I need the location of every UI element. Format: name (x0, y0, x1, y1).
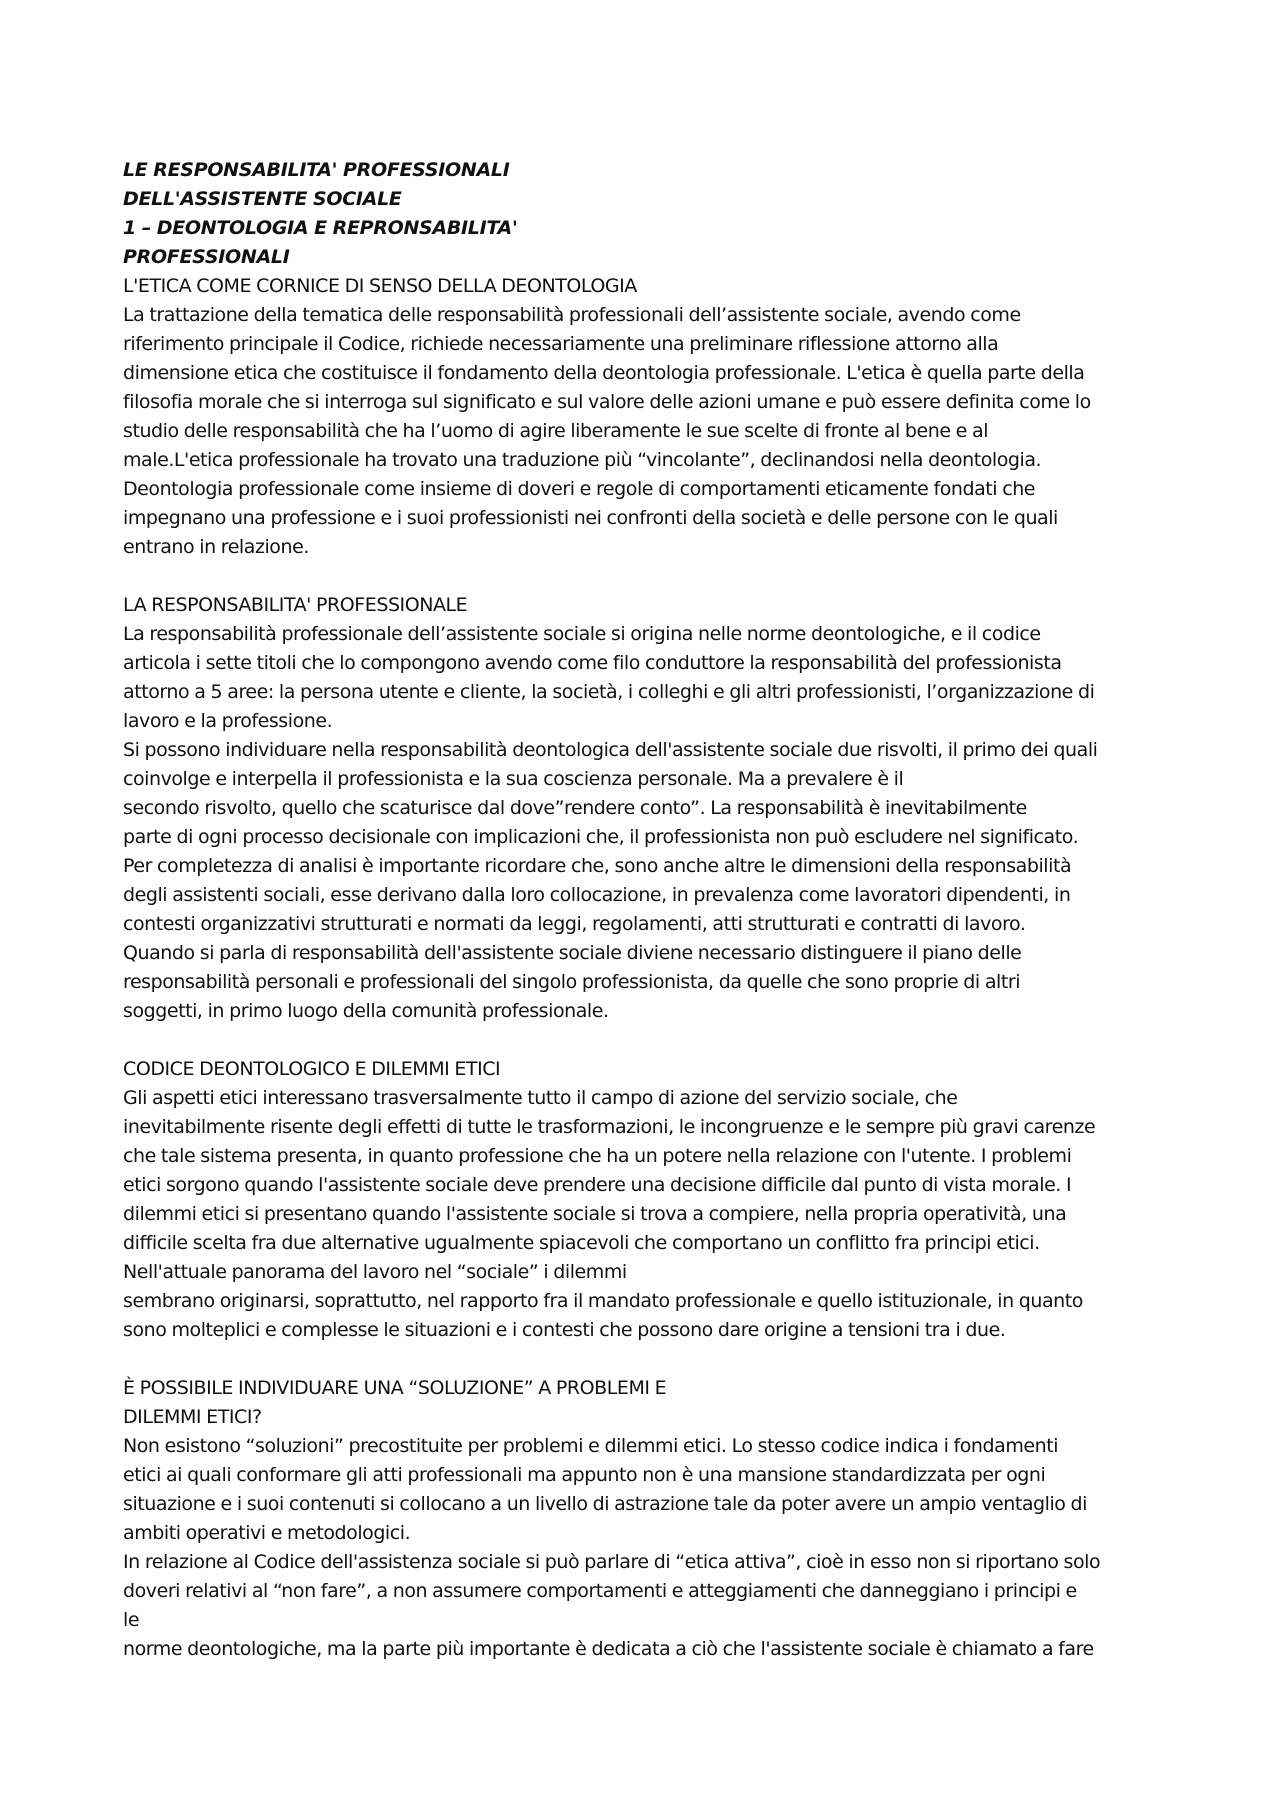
document-title (123, 156, 1173, 272)
paragraph-line: male.L'etica professionale ha trovato una traduzione più “vincolante”, declinandosi nella deontologia. (123, 449, 1042, 471)
paragraph-line: riferimento principale il Codice, richiede necessariamente una preliminare riflessione attorno alla (123, 333, 999, 355)
paragraph-line: La trattazione della tematica delle responsabilità professionali dell’assistente sociale, avendo come (123, 304, 1021, 326)
paragraph-line: responsabilità personali e professionali del singolo professionista, da quelle che sono proprie di altri (123, 971, 1021, 993)
paragraph-line: Si possono individuare nella responsabilità deontologica dell'assistente sociale due risvolti, il primo dei quali (123, 739, 1098, 761)
title-line: 1 – DEONTOLOGIA E REPRONSABILITA' (123, 217, 518, 239)
paragraph-line: dilemmi etici si presentano quando l'assistente sociale si trova a compiere, nella propria operatività, una (123, 1203, 1067, 1225)
paragraph-line: coinvolge e interpella il professionista e la sua coscienza personale. Ma a prevalere è il (123, 768, 904, 790)
paragraph-line: difficile scelta fra due alternative ugualmente spiacevoli che comportano un conflitto fra principi etici. (123, 1232, 1040, 1254)
paragraph-line: Per completezza di analisi è importante ricordare che, sono anche altre le dimensioni della responsabilità (123, 855, 1072, 877)
paragraph-line: dimensione etica che costituisce il fondamento della deontologia professionale. L'etica è quella parte della (123, 362, 1085, 384)
paragraph-gap (123, 1026, 1173, 1055)
paragraph-line: degli assistenti sociali, esse derivano dalla loro collocazione, in prevalenza come lavoratori dipendenti, in (123, 884, 1071, 906)
paragraph-line: Quando si parla di responsabilità dell'assistente sociale diviene necessario distinguere il piano delle (123, 942, 1022, 964)
paragraph-line: Gli aspetti etici interessano trasversalmente tutto il campo di azione del servizio sociale, che (123, 1087, 958, 1109)
paragraph-line: situazione e i suoi contenuti si collocano a un livello di astrazione tale da poter avere un ampio ventaglio di (123, 1493, 1087, 1515)
section-soluzione (123, 1374, 1173, 1664)
paragraph-line: Non esistono “soluzioni” precostituite per problemi e dilemmi etici. Lo stesso codice indica i fondamenti (123, 1435, 1059, 1457)
paragraph-line: etici ai quali conformare gli atti professionali ma appunto non è una mansione standardizzata per ogni (123, 1464, 1046, 1486)
paragraph-line: contesti organizzativi strutturati e normati da leggi, regolamenti, atti strutturati e contratti di lavoro. (123, 913, 1026, 935)
document-page (123, 156, 1173, 1664)
title-line: LE RESPONSABILITA' PROFESSIONALI (123, 159, 510, 181)
paragraph-gap (123, 1345, 1173, 1374)
paragraph-line: doveri relativi al “non fare”, a non assumere comportamenti e atteggiamenti che danneggiano i principi e (123, 1580, 1077, 1602)
section-heading: DILEMMI ETICI? (123, 1406, 262, 1428)
paragraph-line: norme deontologiche, ma la parte più importante è dedicata a ciò che l'assistente sociale è chiamato a fare (123, 1638, 1094, 1660)
paragraph-line: sembrano originarsi, soprattutto, nel rapporto fra il mandato professionale e quello istituzionale, in quanto (123, 1290, 1083, 1312)
section-heading: L'ETICA COME CORNICE DI SENSO DELLA DEONTOLOGIA (123, 275, 637, 297)
paragraph-line: articola i sette titoli che lo compongono avendo come filo conduttore la responsabilità del professionista (123, 652, 1062, 674)
paragraph-line: secondo risvolto, quello che scaturisce dal dove”rendere conto”. La responsabilità è inevitabilmente (123, 797, 1027, 819)
paragraph-line: lavoro e la professione. (123, 710, 333, 732)
section-heading: LA RESPONSABILITA' PROFESSIONALE (123, 594, 468, 616)
paragraph-line: studio delle responsabilità che ha l’uomo di agire liberamente le sue scelte di fronte al bene e al (123, 420, 989, 442)
title-line: DELL'ASSISTENTE SOCIALE (123, 188, 402, 210)
paragraph-line: che tale sistema presenta, in quanto professione che ha un potere nella relazione con l'utente. I problemi (123, 1145, 1072, 1167)
section-heading: CODICE DEONTOLOGICO E DILEMMI ETICI (123, 1058, 501, 1080)
section-codice (123, 1055, 1173, 1345)
paragraph-line: soggetti, in primo luogo della comunità professionale. (123, 1000, 609, 1022)
paragraph-line: Deontologia professionale come insieme di doveri e regole di comportamenti eticamente fondati che (123, 478, 1036, 500)
paragraph-line: inevitabilmente risente degli effetti di tutte le trasformazioni, le incongruenze e le sempre più gravi carenze (123, 1116, 1096, 1138)
paragraph-line: In relazione al Codice dell'assistenza sociale si può parlare di “etica attiva”, cioè in esso non si riportano solo (123, 1551, 1101, 1573)
section-etica (123, 272, 1173, 562)
paragraph-line: entrano in relazione. (123, 536, 309, 558)
paragraph-line: le (123, 1609, 140, 1631)
paragraph-line: parte di ogni processo decisionale con implicazioni che, il professionista non può escludere nel significato. (123, 826, 1079, 848)
title-line: PROFESSIONALI (123, 246, 290, 268)
section-heading: È POSSIBILE INDIVIDUARE UNA “SOLUZIONE” A PROBLEMI E (123, 1377, 667, 1399)
paragraph-line: impegnano una professione e i suoi professionisti nei confronti della società e delle persone con le quali (123, 507, 1058, 529)
paragraph-line: ambiti operativi e metodologici. (123, 1522, 411, 1544)
paragraph-line: attorno a 5 aree: la persona utente e cliente, la società, i colleghi e gli altri professionisti, l’organizzazione di (123, 681, 1095, 703)
paragraph-line: Nell'attuale panorama del lavoro nel “sociale” i dilemmi (123, 1261, 627, 1283)
paragraph-line: filosofia morale che si interroga sul significato e sul valore delle azioni umane e può essere definita come lo (123, 391, 1091, 413)
paragraph-line: etici sorgono quando l'assistente sociale deve prendere una decisione difficile dal punto di vista morale. I (123, 1174, 1072, 1196)
paragraph-gap (123, 562, 1173, 591)
paragraph-line: La responsabilità professionale dell’assistente sociale si origina nelle norme deontologiche, e il codice (123, 623, 1041, 645)
section-responsabilita (123, 591, 1173, 1026)
paragraph-line: sono molteplici e complesse le situazioni e i contesti che possono dare origine a tensioni tra i due. (123, 1319, 1006, 1341)
